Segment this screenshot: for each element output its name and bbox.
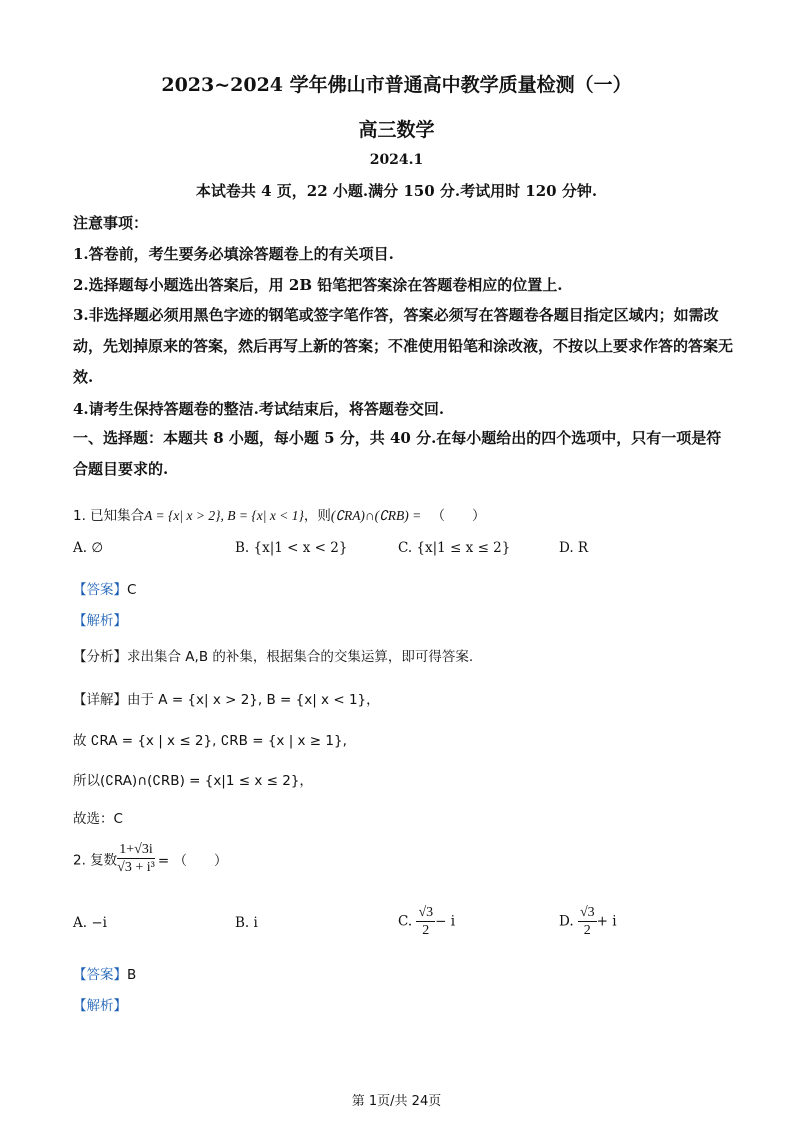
answer-tag: 【答案】 <box>73 967 127 983</box>
detail-text-1: 由于 A = {x| x > 2}, B = {x| x < 1}， <box>127 692 380 708</box>
answer-tag: 【答案】 <box>73 582 127 598</box>
question-2 <box>73 841 227 876</box>
question-1 <box>73 504 486 524</box>
q2-option-c-tail: − i <box>435 913 456 930</box>
note-item-4: 4.请考生保持答题卷的整洁.考试结束后，将答题卷交回. <box>73 400 445 418</box>
q2-fraction <box>117 841 155 876</box>
q2-answer <box>73 963 136 983</box>
note-item-3: 3.非选择题必须用黑色字迹的钢笔或签字笔作答，答案必须写在答题卷各题目指定区域内；如需改动，先划掉原来的答案，然后再写上新的答案；不准使用铅笔和涂改液，不按以上要求作答的答案无效. <box>73 306 734 386</box>
q1-detail-line-2: 故 ∁RA = {x | x ≤ 2}, ∁RB = {x | x ≥ 1}, <box>73 733 347 749</box>
q1-expr: (∁RA)∩(∁RB) = <box>330 508 422 523</box>
q1-prefix: 1. 已知集合 <box>73 508 145 524</box>
q1-mid: ，则 <box>303 508 331 524</box>
exam-title: 2023~2024 学年佛山市普通高中教学质量检测（一） <box>161 74 632 96</box>
q1-option-c: C. {x|1 ≤ x ≤ 2} <box>398 540 511 556</box>
note-item-1: 1.答卷前，考生要务必填涂答题卷上的有关项目. <box>73 245 394 263</box>
q2-option-c <box>398 904 455 939</box>
q2-option-d-label: D. <box>559 913 574 930</box>
q1-option-a: A. ∅ <box>73 540 104 556</box>
q2-prefix: 2. 复数 <box>73 852 118 869</box>
q2-option-c-label: C. <box>398 913 413 930</box>
answer-value: B <box>127 967 137 983</box>
q1-answer <box>73 578 136 598</box>
note-item-2: 2.选择题每小题选出答案后，用 2B 铅笔把答案涂在答题卷相应的位置上. <box>73 276 563 294</box>
q2-option-b: B. i <box>235 915 258 931</box>
answer-value: C <box>127 582 137 598</box>
exam-date: 2024.1 <box>369 152 424 168</box>
option-d-denominator: 2 <box>583 923 591 938</box>
q1-paren: （ ） <box>431 508 486 524</box>
q2-suffix: = （ ） <box>157 852 228 869</box>
option-c-denominator: 2 <box>422 923 430 938</box>
q2-option-d <box>559 904 617 939</box>
q1-analysis-tag: 【解析】 <box>73 613 127 629</box>
q1-option-b: B. {x|1 < x < 2} <box>235 540 348 556</box>
notes-heading: 注意事项： <box>73 214 149 232</box>
section-heading: 一、选择题：本题共 8 小题，每小题 5 分，共 40 分.在每小题给出的四个选项中，只有一项是符合题目要求的. <box>73 429 722 478</box>
option-c-numerator: √3 <box>418 905 434 920</box>
q2-denominator: √3 + i³ <box>117 860 155 875</box>
q2-option-a: A. −i <box>73 915 107 931</box>
q2-option-d-tail: + i <box>596 913 617 930</box>
option-d-numerator: √3 <box>579 905 595 920</box>
fenxi-text: 求出集合 A,B 的补集，根据集合的交集运算，即可得答案. <box>127 649 474 665</box>
q1-sets: A = {x| x > 2}, B = {x| x < 1} <box>144 508 304 523</box>
q2-option-c-fraction <box>416 904 435 939</box>
q1-fenxi <box>73 645 473 665</box>
exam-description: 本试卷共 4 页，22 小题.满分 150 分.考试用时 120 分钟. <box>195 182 598 200</box>
page-number: 第 1页/共 24页 <box>351 1094 442 1109</box>
q2-analysis-tag: 【解析】 <box>73 998 127 1014</box>
q1-detail-line-4: 故选：C <box>73 811 123 827</box>
q1-detail-line-1 <box>73 688 380 708</box>
detail-tag: 【详解】 <box>73 692 127 708</box>
q2-numerator: 1+√3i <box>117 841 155 859</box>
fenxi-tag: 【分析】 <box>73 649 127 665</box>
q2-option-d-fraction <box>578 904 597 939</box>
q1-option-d: D. R <box>559 540 589 556</box>
exam-subtitle: 高三数学 <box>358 119 435 141</box>
q1-detail-line-3: 所以(∁RA)∩(∁RB) = {x|1 ≤ x ≤ 2}， <box>73 773 313 789</box>
